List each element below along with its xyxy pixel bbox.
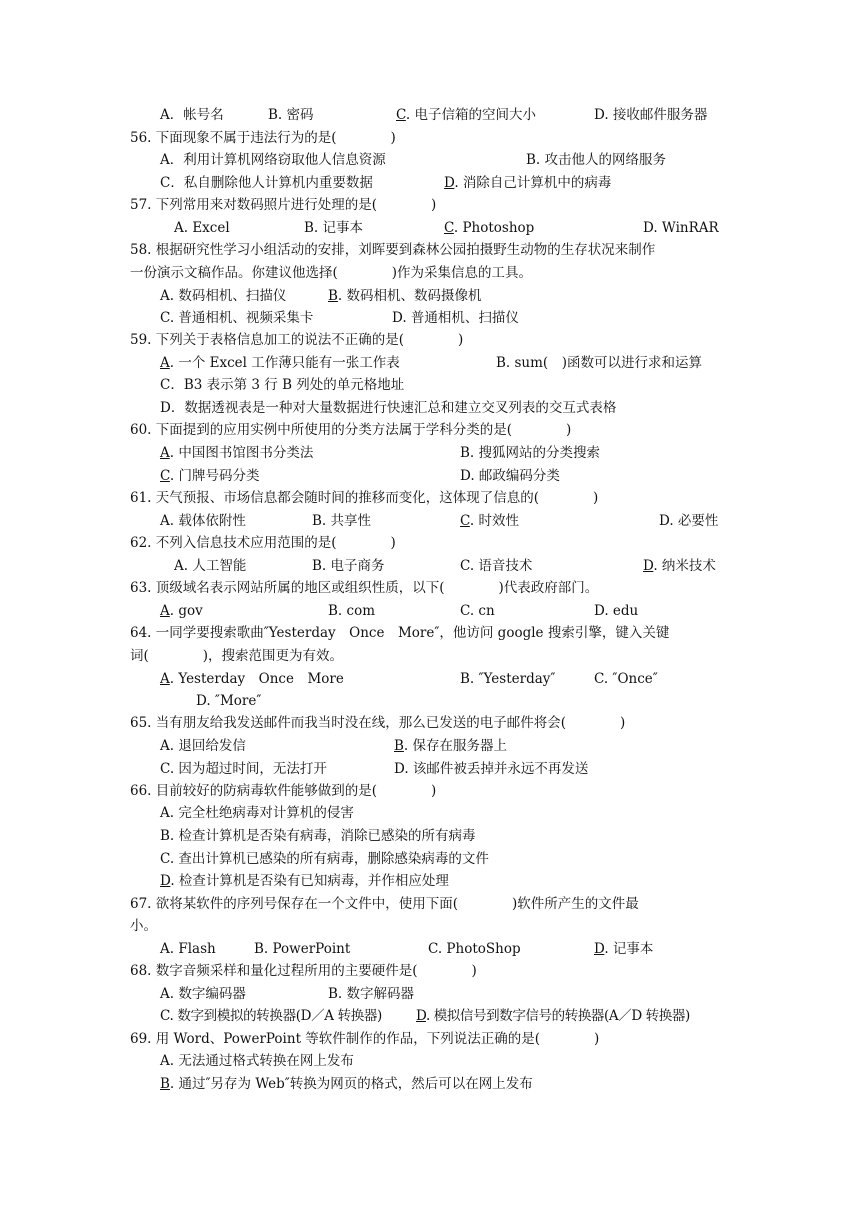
question-67-stem: 67. 欲将某软件的序列号保存在一个文件中，使用下面( )软件所产生的文件最 xyxy=(130,896,639,912)
question-65-stem: 65. 当有朋友给我发送邮件而我当时没在线，那么已发送的电子邮件将会( ) xyxy=(130,715,626,731)
question-58-stem-cont: 一份演示文稿作品。你建议他选择( )作为采集信息的工具。 xyxy=(130,265,533,281)
question-68-stem: 68. 数字音频采样和量化过程所用的主要硬件是( ) xyxy=(130,963,477,979)
q56-option-d-answer xyxy=(444,173,611,193)
option-text: . Yesterday Once More xyxy=(169,671,344,687)
q61-option-d: D. 必要性 xyxy=(659,513,719,529)
question-58-stem: 58. 根据研究性学习小组活动的安排，刘晖要到森林公园拍摄野生动物的生存状况来制作 xyxy=(130,242,656,258)
q57-option-b: B. 记事本 xyxy=(304,220,364,236)
q59-option-b: B. sum( )函数可以进行求和运算 xyxy=(496,355,702,371)
question-61-stem: 61. 天气预报、市场信息都会随时间的推移而变化，这体现了信息的( ) xyxy=(130,490,599,506)
question-60-stem: 60. 下面提到的应用实例中所使用的分类方法属于学科分类的是( ) xyxy=(130,422,572,438)
q58-option-b-answer xyxy=(328,286,482,306)
option-c-answer xyxy=(396,105,536,125)
q62-option-c: C. 语音技术 xyxy=(460,558,533,574)
answer-letter: D xyxy=(416,1008,426,1024)
q63-option-b: B. com xyxy=(328,603,375,619)
q59-option-a-answer xyxy=(160,353,400,373)
q56-option-b: B. 攻击他人的网络服务 xyxy=(526,152,667,168)
q56-option-c: C．私自删除他人计算机内重要数据 xyxy=(160,175,373,191)
q58-option-c: C. 普通相机、视频采集卡 xyxy=(160,310,314,326)
q63-option-d: D. edu xyxy=(594,603,639,619)
answer-letter: D xyxy=(594,941,605,957)
q60-option-c-answer xyxy=(160,466,259,486)
q65-option-d: D. 该邮件被丢掉并永远不再发送 xyxy=(394,761,589,777)
q65-option-a: A. 退回给发信 xyxy=(160,738,246,754)
q65-option-c: C. 因为超过时间，无法打开 xyxy=(160,761,327,777)
q62-option-a: A. 人工智能 xyxy=(174,558,247,574)
answer-letter: C xyxy=(444,220,454,236)
q66-option-d-answer xyxy=(160,871,449,891)
question-57-stem: 57. 下列常用来对数码照片进行处理的是( ) xyxy=(130,197,437,213)
q57-option-d: D. WinRAR xyxy=(643,220,719,236)
answer-letter: A xyxy=(160,445,170,461)
answer-letter: C xyxy=(460,513,470,529)
answer-letter: A xyxy=(160,671,170,687)
q67-option-c: C. PhotoShop xyxy=(428,941,521,957)
question-69-stem: 69. 用 Word、PowerPoint 等软件制作的作品，下列说法正确的是( ) xyxy=(130,1031,600,1047)
question-56-stem: 56. 下面现象不属于违法行为的是( ) xyxy=(130,130,396,146)
option-text: . Photoshop xyxy=(453,220,535,236)
option-text: . 保存在服务器上 xyxy=(403,738,508,754)
q69-option-b-answer xyxy=(160,1074,533,1094)
option-d: D. 接收邮件服务器 xyxy=(594,107,708,123)
q67-option-a: A. Flash xyxy=(160,941,216,957)
q68-option-c: C. 数字到模拟的转换器(D／A 转换器) xyxy=(160,1008,382,1024)
question-63-stem: 63. 顶级域名表示网站所属的地区或组织性质，以下( )代表政府部门。 xyxy=(130,580,599,596)
q68-option-b: B. 数字解码器 xyxy=(328,986,415,1002)
option-text: . 消除自己计算机中的病毒 xyxy=(454,175,612,191)
q62-option-b: B. 电子商务 xyxy=(312,558,385,574)
q65-option-b-answer xyxy=(394,736,507,756)
q66-option-a: A. 完全杜绝病毒对计算机的侵害 xyxy=(160,805,354,821)
question-59-stem: 59. 下列关于表格信息加工的说法不正确的是( ) xyxy=(130,332,464,348)
option-text: . 一个 Excel 工作薄只能有一张工作表 xyxy=(169,355,400,371)
q56-option-a: A．利用计算机网络窃取他人信息资源 xyxy=(160,152,386,168)
answer-letter: B xyxy=(160,1076,170,1092)
q60-option-a-answer xyxy=(160,443,313,463)
q58-option-d: D. 普通相机、扫描仪 xyxy=(392,310,519,326)
option-text: . 纳米技术 xyxy=(653,558,716,574)
q57-option-c-answer xyxy=(444,218,534,238)
option-text: . 模拟信号到数字信号的转换器(A／D 转换器) xyxy=(425,1008,690,1024)
option-a: A．帐号名 xyxy=(160,107,224,123)
answer-letter: C xyxy=(396,107,406,123)
question-66-stem: 66. 目前较好的防病毒软件能够做到的是( ) xyxy=(130,783,437,799)
option-text: . 门牌号码分类 xyxy=(169,468,260,484)
q61-option-c-answer xyxy=(460,511,519,531)
option-text: . 电子信箱的空间大小 xyxy=(405,107,536,123)
option-text: . 检查计算机是否染有已知病毒，并作相应处理 xyxy=(170,873,449,889)
option-text: . gov xyxy=(169,603,203,619)
question-64-stem-cont: 词( )，搜索范围更为有效。 xyxy=(130,648,344,664)
option-text: . 记事本 xyxy=(604,941,654,957)
q58-option-a: A. 数码相机、扫描仪 xyxy=(160,288,287,304)
q64-option-a-answer xyxy=(160,669,344,689)
q63-option-c: C. cn xyxy=(460,603,495,619)
answer-letter: D xyxy=(643,558,654,574)
option-b: B. 密码 xyxy=(268,107,314,123)
q60-option-d: D. 邮政编码分类 xyxy=(460,468,560,484)
q67-option-d-answer xyxy=(594,939,653,959)
answer-letter: A xyxy=(160,355,170,371)
q63-option-a-answer xyxy=(160,601,203,621)
q64-option-d: D. ″More″ xyxy=(196,693,262,709)
q59-option-d: D．数据透视表是一种对大量数据进行快速汇总和建立交叉列表的交互式表格 xyxy=(160,400,617,416)
q64-option-b: B. ″Yesterday″ xyxy=(460,671,556,687)
q66-option-b: B. 检查计算机是否染有病毒，消除已感染的所有病毒 xyxy=(160,828,476,844)
answer-letter: A xyxy=(160,603,170,619)
q64-option-c: C. ″Once″ xyxy=(594,671,658,687)
answer-letter: C xyxy=(160,468,170,484)
q61-option-b: B. 共享性 xyxy=(312,513,372,529)
question-62-stem: 62. 不列入信息技术应用范围的是( ) xyxy=(130,535,396,551)
answer-letter: B xyxy=(328,288,338,304)
option-text: . 时效性 xyxy=(469,513,519,529)
q66-option-c: C. 查出计算机已感染的所有病毒，删除感染病毒的文件 xyxy=(160,851,489,867)
question-67-stem-cont: 小。 xyxy=(130,918,157,934)
q62-option-d-answer xyxy=(643,556,716,576)
option-text: . 数码相机、数码摄像机 xyxy=(337,288,482,304)
answer-letter: B xyxy=(394,738,404,754)
answer-letter: D xyxy=(160,873,171,889)
answer-letter: D xyxy=(444,175,455,191)
q57-option-a: A. Excel xyxy=(174,220,230,236)
q68-option-d-answer xyxy=(416,1006,690,1026)
q69-option-a: A. 无法通过格式转换在网上发布 xyxy=(160,1053,354,1069)
option-text: . 通过″另存为 Web″转换为网页的格式，然后可以在网上发布 xyxy=(169,1076,533,1092)
option-text: . 中国图书馆图书分类法 xyxy=(169,445,314,461)
q68-option-a: A. 数字编码器 xyxy=(160,986,246,1002)
q59-option-c: C．B3 表示第 3 行 B 列处的单元格地址 xyxy=(160,377,405,393)
q61-option-a: A. 载体依附性 xyxy=(160,513,246,529)
q60-option-b: B. 搜狐网站的分类搜索 xyxy=(460,445,601,461)
q67-option-b: B. PowerPoint xyxy=(254,941,351,957)
question-64-stem: 64. 一同学要搜索歌曲″Yesterday Once More″，他访问 google 搜索引擎，键入关键 xyxy=(130,625,670,641)
